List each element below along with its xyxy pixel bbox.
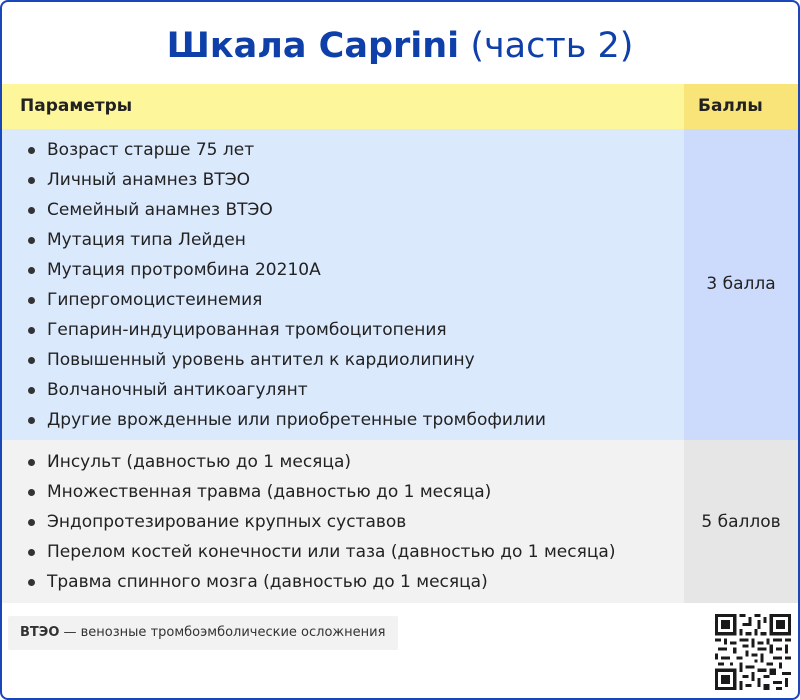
section-5-list [26, 447, 615, 597]
list-item: Семейный анамнез ВТЭО [26, 195, 546, 225]
qr-code-icon [715, 614, 791, 690]
list-item: Повышенный уровень антител к кардиолипину [26, 345, 546, 375]
section-5-score-cell [684, 440, 798, 603]
title-suffix: (часть 2) [470, 26, 634, 66]
list-item: Волчаночный антикоагулянт [26, 375, 546, 405]
page-title [2, 20, 798, 72]
list-item: Перелом костей конечности или таза (давностью до 1 месяца) [26, 537, 615, 567]
list-item: Возраст старше 75 лет [26, 135, 546, 165]
section-3-list [26, 135, 546, 435]
section-3-score: 3 балла [706, 274, 776, 294]
header-params: Параметры [20, 96, 133, 116]
header-score: Баллы [684, 84, 798, 129]
list-item: Другие врожденные или приобретенные тромбофилии [26, 405, 546, 435]
list-item: Личный анамнез ВТЭО [26, 165, 546, 195]
list-item: Гепарин-индуцированная тромбоцитопения [26, 315, 546, 345]
list-item: Множественная травма (давностью до 1 месяца) [26, 477, 615, 507]
section-5-points [2, 440, 798, 603]
section-3-score-cell [684, 129, 798, 440]
section-3-points [2, 129, 798, 440]
list-item: Инсульт (давностью до 1 месяца) [26, 447, 615, 477]
footnote-term: ВТЭО [20, 625, 60, 640]
footnote-definition: — венозные тромбоэмболические осложнения [63, 625, 386, 640]
list-item: Эндопротезирование крупных суставов [26, 507, 615, 537]
list-item: Травма спинного мозга (давностью до 1 месяца) [26, 567, 615, 597]
table-header [2, 84, 798, 129]
list-item: Гипергомоцистеинемия [26, 285, 546, 315]
section-5-score: 5 баллов [701, 512, 781, 532]
list-item: Мутация протромбина 20210А [26, 255, 546, 285]
footnote [8, 616, 398, 650]
list-item: Мутация типа Лейден [26, 225, 546, 255]
title-main: Шкала Caprini [166, 26, 460, 66]
